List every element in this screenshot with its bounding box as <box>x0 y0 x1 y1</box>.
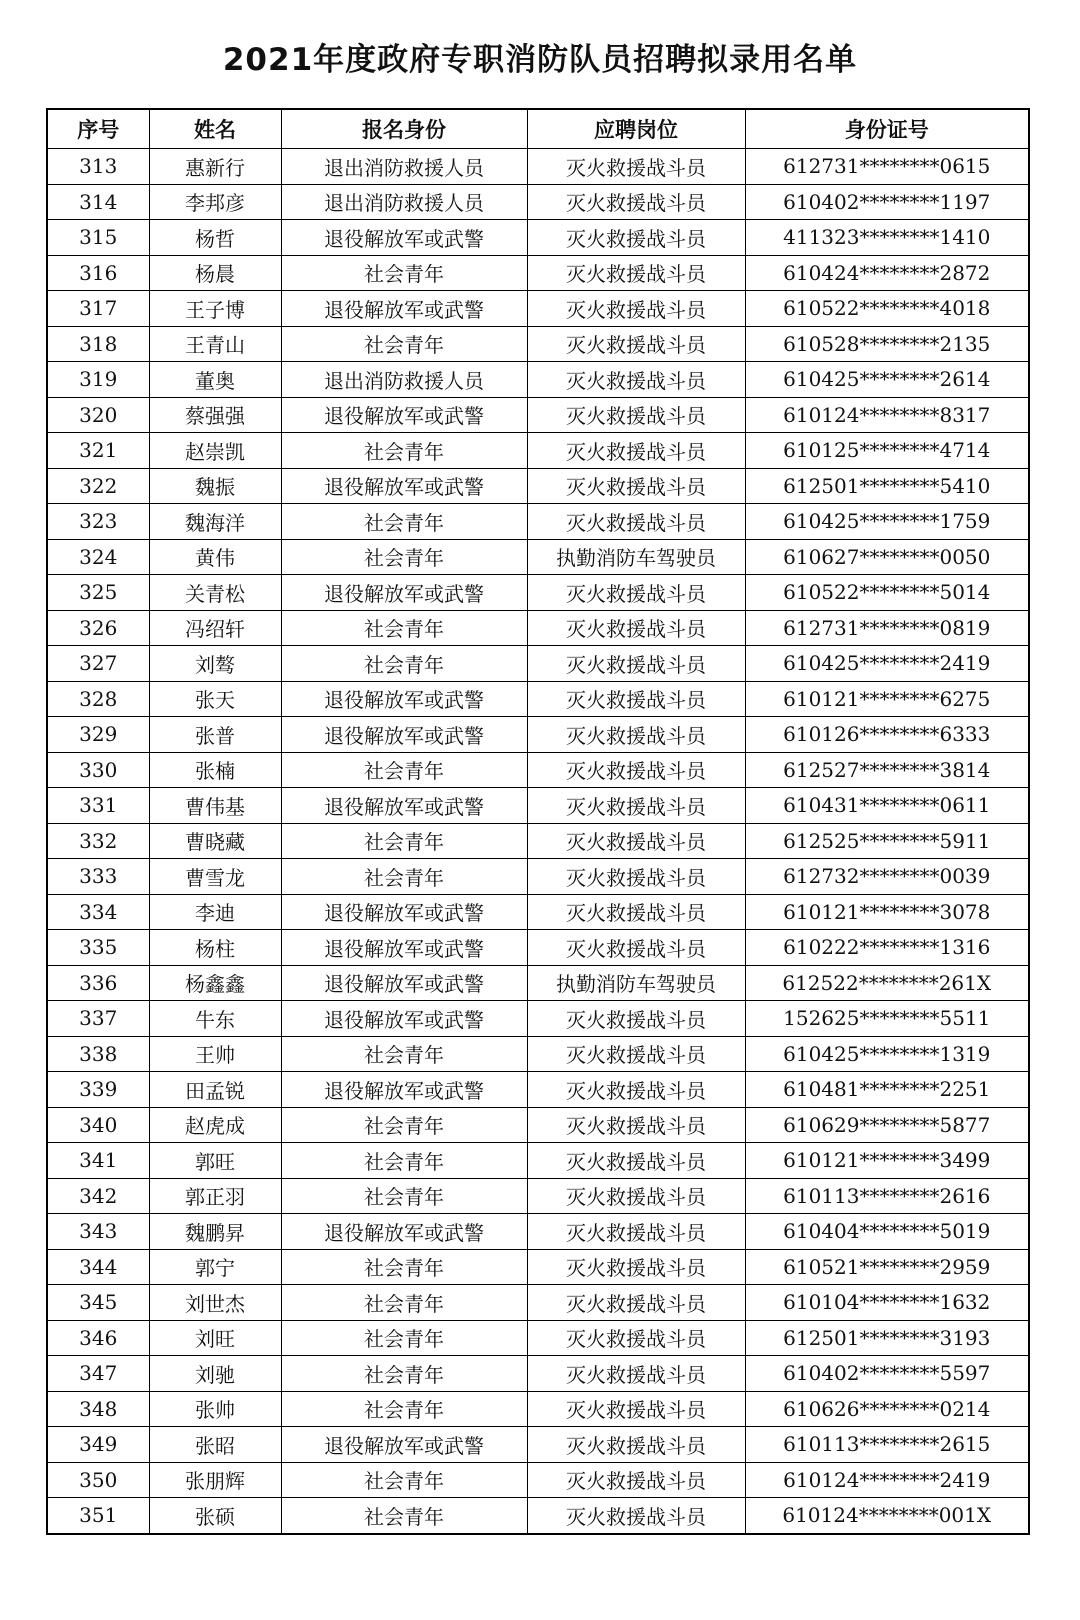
name-cell: 魏振 <box>149 468 281 504</box>
name-cell: 张天 <box>149 681 281 717</box>
header-id-number: 身份证号 <box>745 109 1029 149</box>
id-number-cell: 610104********1632 <box>745 1285 1029 1321</box>
position-cell: 灭火救援战斗员 <box>527 468 745 504</box>
id-number-cell: 612527********3814 <box>745 752 1029 788</box>
id-number-cell: 610481********2251 <box>745 1072 1029 1108</box>
position-cell: 灭火救援战斗员 <box>527 859 745 895</box>
id-number-cell: 152625********5511 <box>745 1001 1029 1037</box>
position-cell: 灭火救援战斗员 <box>527 930 745 966</box>
position-cell: 灭火救援战斗员 <box>527 823 745 859</box>
table-row <box>47 149 1029 185</box>
applicant-identity-cell: 社会青年 <box>281 859 527 895</box>
name-cell: 张硕 <box>149 1498 281 1534</box>
name-cell: 郭旺 <box>149 1143 281 1179</box>
table-row <box>47 397 1029 433</box>
id-number-cell: 411323********1410 <box>745 220 1029 256</box>
name-cell: 牛东 <box>149 1001 281 1037</box>
name-cell: 杨哲 <box>149 220 281 256</box>
applicant-identity-cell: 社会青年 <box>281 539 527 575</box>
roster-table <box>46 108 1030 1535</box>
table-row <box>47 255 1029 291</box>
table-row <box>47 362 1029 398</box>
position-cell: 灭火救援战斗员 <box>527 1391 745 1427</box>
position-cell: 灭火救援战斗员 <box>527 1427 745 1463</box>
serial-number-cell: 337 <box>47 1001 149 1037</box>
position-cell: 灭火救援战斗员 <box>527 717 745 753</box>
name-cell: 曹雪龙 <box>149 859 281 895</box>
position-cell: 灭火救援战斗员 <box>527 681 745 717</box>
serial-number-cell: 344 <box>47 1249 149 1285</box>
name-cell: 黄伟 <box>149 539 281 575</box>
serial-number-cell: 315 <box>47 220 149 256</box>
applicant-identity-cell: 社会青年 <box>281 1285 527 1321</box>
id-number-cell: 612731********0615 <box>745 149 1029 185</box>
table-row <box>47 1143 1029 1179</box>
serial-number-cell: 334 <box>47 894 149 930</box>
serial-number-cell: 324 <box>47 539 149 575</box>
serial-number-cell: 320 <box>47 397 149 433</box>
name-cell: 郭正羽 <box>149 1178 281 1214</box>
applicant-identity-cell: 退役解放军或武警 <box>281 681 527 717</box>
name-cell: 张普 <box>149 717 281 753</box>
applicant-identity-cell: 社会青年 <box>281 823 527 859</box>
applicant-identity-cell: 社会青年 <box>281 752 527 788</box>
applicant-identity-cell: 社会青年 <box>281 1498 527 1534</box>
id-number-cell: 610522********4018 <box>745 291 1029 327</box>
id-number-cell: 612501********5410 <box>745 468 1029 504</box>
id-number-cell: 610126********6333 <box>745 717 1029 753</box>
name-cell: 李邦彦 <box>149 184 281 220</box>
id-number-cell: 610521********2959 <box>745 1249 1029 1285</box>
table-row <box>47 859 1029 895</box>
header-serial-number: 序号 <box>47 109 149 149</box>
position-cell: 灭火救援战斗员 <box>527 1249 745 1285</box>
applicant-identity-cell: 退役解放军或武警 <box>281 1427 527 1463</box>
position-cell: 灭火救援战斗员 <box>527 255 745 291</box>
table-row <box>47 681 1029 717</box>
table-row <box>47 1249 1029 1285</box>
serial-number-cell: 350 <box>47 1462 149 1498</box>
table-row <box>47 646 1029 682</box>
serial-number-cell: 345 <box>47 1285 149 1321</box>
position-cell: 灭火救援战斗员 <box>527 1178 745 1214</box>
name-cell: 曹晓藏 <box>149 823 281 859</box>
applicant-identity-cell: 退役解放军或武警 <box>281 468 527 504</box>
serial-number-cell: 313 <box>47 149 149 185</box>
applicant-identity-cell: 社会青年 <box>281 610 527 646</box>
id-number-cell: 610626********0214 <box>745 1391 1029 1427</box>
id-number-cell: 610425********1319 <box>745 1036 1029 1072</box>
serial-number-cell: 323 <box>47 504 149 540</box>
name-cell: 刘旺 <box>149 1320 281 1356</box>
table-row <box>47 1001 1029 1037</box>
name-cell: 张朋辉 <box>149 1462 281 1498</box>
serial-number-cell: 330 <box>47 752 149 788</box>
id-number-cell: 610424********2872 <box>745 255 1029 291</box>
serial-number-cell: 322 <box>47 468 149 504</box>
serial-number-cell: 326 <box>47 610 149 646</box>
applicant-identity-cell: 退役解放军或武警 <box>281 291 527 327</box>
position-cell: 灭火救援战斗员 <box>527 1072 745 1108</box>
id-number-cell: 612501********3193 <box>745 1320 1029 1356</box>
serial-number-cell: 346 <box>47 1320 149 1356</box>
serial-number-cell: 314 <box>47 184 149 220</box>
id-number-cell: 610402********5597 <box>745 1356 1029 1392</box>
serial-number-cell: 340 <box>47 1107 149 1143</box>
table-row <box>47 291 1029 327</box>
position-cell: 灭火救援战斗员 <box>527 1036 745 1072</box>
id-number-cell: 612525********5911 <box>745 823 1029 859</box>
name-cell: 张楠 <box>149 752 281 788</box>
applicant-identity-cell: 社会青年 <box>281 255 527 291</box>
id-number-cell: 610113********2616 <box>745 1178 1029 1214</box>
table-row <box>47 326 1029 362</box>
name-cell: 赵崇凯 <box>149 433 281 469</box>
table-row <box>47 220 1029 256</box>
position-cell: 灭火救援战斗员 <box>527 184 745 220</box>
position-cell: 灭火救援战斗员 <box>527 646 745 682</box>
header-applicant-identity: 报名身份 <box>281 109 527 149</box>
applicant-identity-cell: 退役解放军或武警 <box>281 1072 527 1108</box>
position-cell: 灭火救援战斗员 <box>527 1107 745 1143</box>
id-number-cell: 610121********6275 <box>745 681 1029 717</box>
serial-number-cell: 349 <box>47 1427 149 1463</box>
position-cell: 灭火救援战斗员 <box>527 149 745 185</box>
position-cell: 灭火救援战斗员 <box>527 291 745 327</box>
table-row <box>47 1356 1029 1392</box>
position-cell: 灭火救援战斗员 <box>527 752 745 788</box>
position-cell: 执勤消防车驾驶员 <box>527 539 745 575</box>
table-row <box>47 575 1029 611</box>
position-cell: 灭火救援战斗员 <box>527 1214 745 1250</box>
position-cell: 灭火救援战斗员 <box>527 894 745 930</box>
applicant-identity-cell: 退役解放军或武警 <box>281 930 527 966</box>
id-number-cell: 612731********0819 <box>745 610 1029 646</box>
id-number-cell: 610124********2419 <box>745 1462 1029 1498</box>
name-cell: 关青松 <box>149 575 281 611</box>
name-cell: 刘驰 <box>149 1356 281 1392</box>
applicant-identity-cell: 社会青年 <box>281 326 527 362</box>
position-cell: 灭火救援战斗员 <box>527 1356 745 1392</box>
applicant-identity-cell: 退役解放军或武警 <box>281 788 527 824</box>
name-cell: 王帅 <box>149 1036 281 1072</box>
name-cell: 惠新行 <box>149 149 281 185</box>
serial-number-cell: 341 <box>47 1143 149 1179</box>
id-number-cell: 612522********261X <box>745 965 1029 1001</box>
position-cell: 灭火救援战斗员 <box>527 362 745 398</box>
id-number-cell: 610222********1316 <box>745 930 1029 966</box>
applicant-identity-cell: 退役解放军或武警 <box>281 397 527 433</box>
table-row <box>47 1462 1029 1498</box>
name-cell: 赵虎成 <box>149 1107 281 1143</box>
name-cell: 杨晨 <box>149 255 281 291</box>
id-number-cell: 610121********3078 <box>745 894 1029 930</box>
name-cell: 董奥 <box>149 362 281 398</box>
applicant-identity-cell: 退役解放军或武警 <box>281 965 527 1001</box>
serial-number-cell: 343 <box>47 1214 149 1250</box>
serial-number-cell: 342 <box>47 1178 149 1214</box>
applicant-identity-cell: 退出消防救援人员 <box>281 149 527 185</box>
id-number-cell: 612732********0039 <box>745 859 1029 895</box>
table-row <box>47 1285 1029 1321</box>
position-cell: 灭火救援战斗员 <box>527 220 745 256</box>
applicant-identity-cell: 退役解放军或武警 <box>281 575 527 611</box>
applicant-identity-cell: 社会青年 <box>281 1356 527 1392</box>
position-cell: 灭火救援战斗员 <box>527 397 745 433</box>
table-row <box>47 894 1029 930</box>
serial-number-cell: 348 <box>47 1391 149 1427</box>
position-cell: 灭火救援战斗员 <box>527 1320 745 1356</box>
position-cell: 灭火救援战斗员 <box>527 433 745 469</box>
applicant-identity-cell: 社会青年 <box>281 646 527 682</box>
table-row <box>47 184 1029 220</box>
name-cell: 杨柱 <box>149 930 281 966</box>
id-number-cell: 610404********5019 <box>745 1214 1029 1250</box>
name-cell: 王子博 <box>149 291 281 327</box>
applicant-identity-cell: 社会青年 <box>281 433 527 469</box>
table-row <box>47 788 1029 824</box>
serial-number-cell: 332 <box>47 823 149 859</box>
applicant-identity-cell: 退役解放军或武警 <box>281 1001 527 1037</box>
serial-number-cell: 351 <box>47 1498 149 1534</box>
serial-number-cell: 338 <box>47 1036 149 1072</box>
name-cell: 冯绍轩 <box>149 610 281 646</box>
position-cell: 灭火救援战斗员 <box>527 575 745 611</box>
applicant-identity-cell: 社会青年 <box>281 1107 527 1143</box>
name-cell: 王青山 <box>149 326 281 362</box>
header-name: 姓名 <box>149 109 281 149</box>
table-row <box>47 752 1029 788</box>
applicant-identity-cell: 退役解放军或武警 <box>281 220 527 256</box>
applicant-identity-cell: 社会青年 <box>281 1391 527 1427</box>
id-number-cell: 610528********2135 <box>745 326 1029 362</box>
id-number-cell: 610425********2614 <box>745 362 1029 398</box>
applicant-identity-cell: 社会青年 <box>281 1462 527 1498</box>
id-number-cell: 610402********1197 <box>745 184 1029 220</box>
serial-number-cell: 318 <box>47 326 149 362</box>
table-row <box>47 1214 1029 1250</box>
applicant-identity-cell: 社会青年 <box>281 1036 527 1072</box>
serial-number-cell: 331 <box>47 788 149 824</box>
applicant-identity-cell: 退役解放军或武警 <box>281 894 527 930</box>
name-cell: 张昭 <box>149 1427 281 1463</box>
name-cell: 张帅 <box>149 1391 281 1427</box>
id-number-cell: 610627********0050 <box>745 539 1029 575</box>
table-row <box>47 1036 1029 1072</box>
applicant-identity-cell: 社会青年 <box>281 1178 527 1214</box>
serial-number-cell: 316 <box>47 255 149 291</box>
table-row <box>47 1498 1029 1534</box>
roster-body <box>47 149 1029 1534</box>
serial-number-cell: 339 <box>47 1072 149 1108</box>
name-cell: 魏海洋 <box>149 504 281 540</box>
header-row <box>47 109 1029 149</box>
id-number-cell: 610425********1759 <box>745 504 1029 540</box>
page-title: 2021年度政府专职消防队员招聘拟录用名单 <box>222 42 858 78</box>
name-cell: 蔡强强 <box>149 397 281 433</box>
table-row <box>47 433 1029 469</box>
position-cell: 灭火救援战斗员 <box>527 788 745 824</box>
applicant-identity-cell: 退役解放军或武警 <box>281 1214 527 1250</box>
table-row <box>47 468 1029 504</box>
applicant-identity-cell: 社会青年 <box>281 1143 527 1179</box>
position-cell: 灭火救援战斗员 <box>527 1462 745 1498</box>
name-cell: 田孟锐 <box>149 1072 281 1108</box>
applicant-identity-cell: 退役解放军或武警 <box>281 717 527 753</box>
table-row <box>47 539 1029 575</box>
table-row <box>47 717 1029 753</box>
position-cell: 灭火救援战斗员 <box>527 610 745 646</box>
header-position: 应聘岗位 <box>527 109 745 149</box>
position-cell: 灭火救援战斗员 <box>527 1498 745 1534</box>
name-cell: 刘世杰 <box>149 1285 281 1321</box>
id-number-cell: 610124********001X <box>745 1498 1029 1534</box>
name-cell: 魏鹏昇 <box>149 1214 281 1250</box>
applicant-identity-cell: 社会青年 <box>281 1249 527 1285</box>
id-number-cell: 610121********3499 <box>745 1143 1029 1179</box>
serial-number-cell: 327 <box>47 646 149 682</box>
id-number-cell: 610124********8317 <box>745 397 1029 433</box>
table-row <box>47 1320 1029 1356</box>
serial-number-cell: 347 <box>47 1356 149 1392</box>
position-cell: 灭火救援战斗员 <box>527 1143 745 1179</box>
name-cell: 刘骜 <box>149 646 281 682</box>
table-row <box>47 1107 1029 1143</box>
name-cell: 郭宁 <box>149 1249 281 1285</box>
name-cell: 曹伟基 <box>149 788 281 824</box>
name-cell: 李迪 <box>149 894 281 930</box>
id-number-cell: 610629********5877 <box>745 1107 1029 1143</box>
table-row <box>47 610 1029 646</box>
serial-number-cell: 325 <box>47 575 149 611</box>
table-row <box>47 930 1029 966</box>
id-number-cell: 610125********4714 <box>745 433 1029 469</box>
position-cell: 灭火救援战斗员 <box>527 326 745 362</box>
table-row <box>47 965 1029 1001</box>
table-row <box>47 504 1029 540</box>
position-cell: 灭火救援战斗员 <box>527 1001 745 1037</box>
serial-number-cell: 319 <box>47 362 149 398</box>
serial-number-cell: 317 <box>47 291 149 327</box>
serial-number-cell: 335 <box>47 930 149 966</box>
table-row <box>47 1427 1029 1463</box>
serial-number-cell: 333 <box>47 859 149 895</box>
name-cell: 杨鑫鑫 <box>149 965 281 1001</box>
table-row <box>47 823 1029 859</box>
id-number-cell: 610431********0611 <box>745 788 1029 824</box>
table-row <box>47 1072 1029 1108</box>
id-number-cell: 610522********5014 <box>745 575 1029 611</box>
applicant-identity-cell: 社会青年 <box>281 1320 527 1356</box>
applicant-identity-cell: 退出消防救援人员 <box>281 184 527 220</box>
position-cell: 灭火救援战斗员 <box>527 1285 745 1321</box>
applicant-identity-cell: 社会青年 <box>281 504 527 540</box>
serial-number-cell: 321 <box>47 433 149 469</box>
table-row <box>47 1391 1029 1427</box>
id-number-cell: 610113********2615 <box>745 1427 1029 1463</box>
id-number-cell: 610425********2419 <box>745 646 1029 682</box>
applicant-identity-cell: 退出消防救援人员 <box>281 362 527 398</box>
position-cell: 执勤消防车驾驶员 <box>527 965 745 1001</box>
table-row <box>47 1178 1029 1214</box>
serial-number-cell: 328 <box>47 681 149 717</box>
position-cell: 灭火救援战斗员 <box>527 504 745 540</box>
serial-number-cell: 336 <box>47 965 149 1001</box>
serial-number-cell: 329 <box>47 717 149 753</box>
